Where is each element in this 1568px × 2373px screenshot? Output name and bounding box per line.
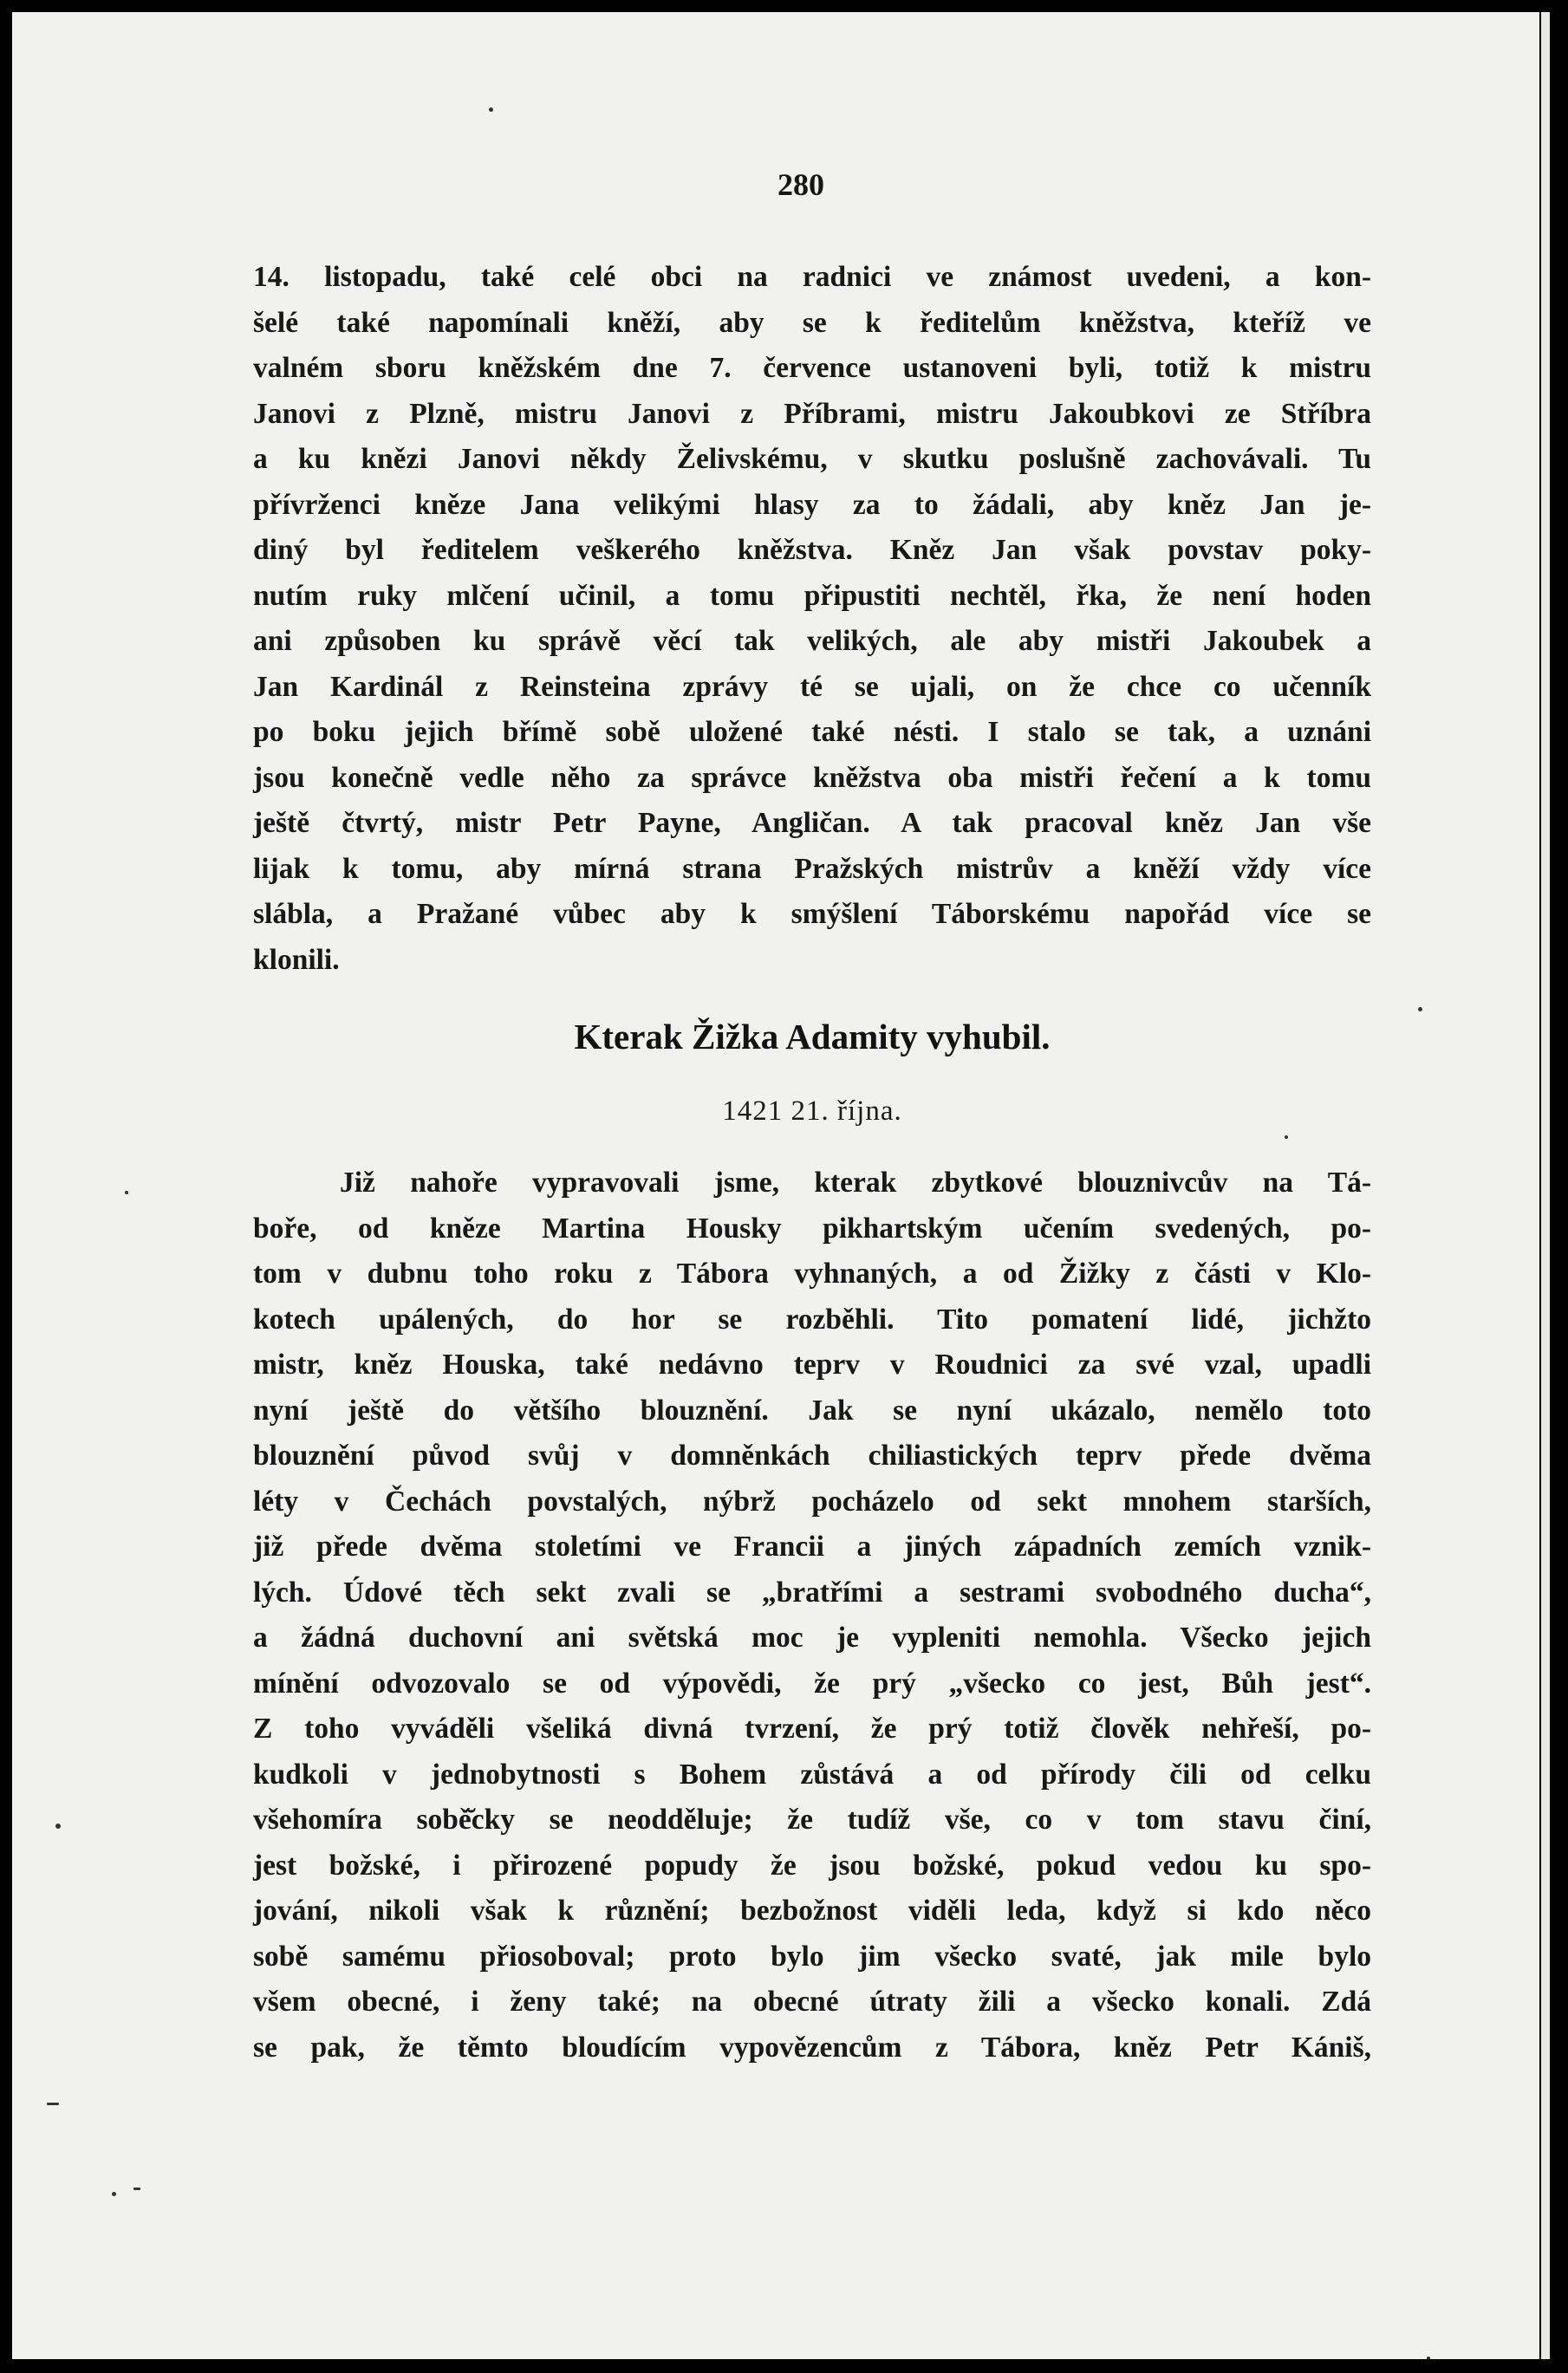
text-line: nyní ještě do většího blouznění. Jak se nyní ukázalo, nemělo toto	[253, 1394, 1371, 1427]
text-line: léty v Čechách povstalých, nýbrž pocházelo od sekt mnohem starších,	[253, 1485, 1371, 1518]
text-line: Z toho vyváděli všeliká divná tvrzení, že prý totiž člověk nehřeší, po-	[253, 1713, 1371, 1745]
text-line: valném sboru kněžském dne 7. července ustanoveni byli, totiž k mistru	[253, 352, 1371, 384]
scan-speck	[125, 1191, 128, 1194]
text-line: boře, od kněze Martina Housky pikhartským učením svedených, po-	[253, 1212, 1371, 1245]
text-line: jování, nikoli však k různění; bezbožnost viděli leda, když si kdo něco	[253, 1895, 1371, 1927]
scan-speck	[1285, 1135, 1288, 1139]
text-line: ještě čtvrtý, mistr Petr Payne, Angličan. A tak pracoval kněz Jan vše	[253, 807, 1371, 839]
scan-speck	[133, 2188, 140, 2190]
text-line: a žádná duchovní ani světská moc je vypleniti nemohla. Všecko jejich	[253, 1622, 1371, 1654]
scan-speck	[1418, 1007, 1422, 1011]
text-line: šelé také napomínali kněží, aby se k ředitelům kněžstva, kteříž ve	[253, 306, 1371, 339]
section-heading: Kterak Žižka Adamity vyhubil.	[574, 1017, 1051, 1056]
text-line: Již nahoře vypravovali jsme, kterak zbytkové blouznivcův na Tá-	[340, 1167, 1371, 1199]
text-line: po boku jejich břímě sobě uložené také nésti. I stalo se tak, a uznáni	[253, 716, 1371, 748]
paragraph-2	[253, 1160, 1371, 2071]
text-line: přívrženci kněze Jana velikými hlasy za to žádali, aby kněz Jan je-	[253, 488, 1371, 521]
text-line: kotech upálených, do hor se rozběhli. Tito pomatení lidé, jichžto	[253, 1303, 1371, 1336]
text-line: lých. Údové těch sekt zvali se „bratřími a sestrami svobodného ducha“,	[253, 1576, 1371, 1609]
scan-speck	[47, 2103, 59, 2105]
text-line: diný byl ředitelem veškerého kněžstva. Kněz Jan však povstav poky-	[253, 534, 1371, 566]
page-edge	[1541, 12, 1550, 2359]
scan-speck	[1427, 2357, 1430, 2359]
text-line: ani způsoben ku správě věcí tak velikých, ale aby mistři Jakoubek a	[253, 625, 1371, 657]
paragraph-1	[253, 255, 1371, 983]
scan-speck	[489, 107, 493, 112]
text-line: jsou konečně vedle něho za správce kněžstva oba mistři řečení a k tomu	[253, 761, 1371, 794]
text-line: tom v dubnu toho roku z Tábora vyhnaných, a od Žižky z části v Klo-	[253, 1258, 1371, 1290]
text-line: již přede dvěma stoletími ve Francii a jiných západních zemích vznik-	[253, 1531, 1371, 1563]
text-line: nutím ruky mlčení učinil, a tomu připustiti nechtěl, řka, že není hoden	[253, 579, 1371, 612]
text-line: mistr, kněz Houska, také nedávno teprv v Roudnici za své vzal, upadli	[253, 1349, 1371, 1381]
text-line: se pak, že těmto bloudícím vypovězencům z Tábora, kněz Petr Kániš,	[253, 2031, 1371, 2064]
text-line: slábla, a Pražané vůbec aby k smýšlení Táborskému napořád více se	[253, 898, 1371, 930]
scan-speck	[55, 1824, 61, 1829]
text-line: mínění odvozovalo se od výpovědi, že prý „všecko co jest, Bůh jest“.	[253, 1667, 1371, 1700]
text-line: klonili.	[253, 943, 340, 976]
text-line: a ku knězi Janovi někdy Želivskému, v skutku poslušně zachovávali. Tu	[253, 443, 1371, 475]
text-line: lijak k tomu, aby mírná strana Pražských mistrův a kněží vždy více	[253, 852, 1371, 885]
text-line: sobě samému přiosoboval; proto bylo jim všecko svaté, jak mile bylo	[253, 1940, 1371, 1973]
text-line: jest božské, i přirozené popudy že jsou božské, pokud vedou ku spo-	[253, 1849, 1371, 1882]
text-line: Jan Kardinál z Reinsteina zprávy té se ujali, on že chce co učenník	[253, 670, 1371, 703]
text-line: 14. listopadu, také celé obci na radnici ve známost uvedeni, a kon-	[253, 261, 1371, 293]
page-number: 280	[777, 167, 824, 202]
section-date: 1421 21. října.	[722, 1095, 902, 1127]
text-line: blouznění původ svůj v domněnkách chiliastických teprv přede dvěma	[253, 1440, 1371, 1472]
book-page	[12, 12, 1539, 2359]
text-line: všem obecné, i ženy také; na obecné útraty žili a všecko konali. Zdá	[253, 1986, 1371, 2018]
scan-speck	[112, 2192, 116, 2196]
text-line: Janovi z Plzně, mistru Janovi z Příbrami, mistru Jakoubkovi ze Stříbra	[253, 397, 1371, 430]
text-line: kudkoli v jednobytnosti s Bohem zůstává a od přírody čili od celku	[253, 1758, 1371, 1791]
text-line: všehomíra sobě̆cky se neodděluje; že tudíž vše, co v tom stavu činí,	[253, 1804, 1371, 1836]
